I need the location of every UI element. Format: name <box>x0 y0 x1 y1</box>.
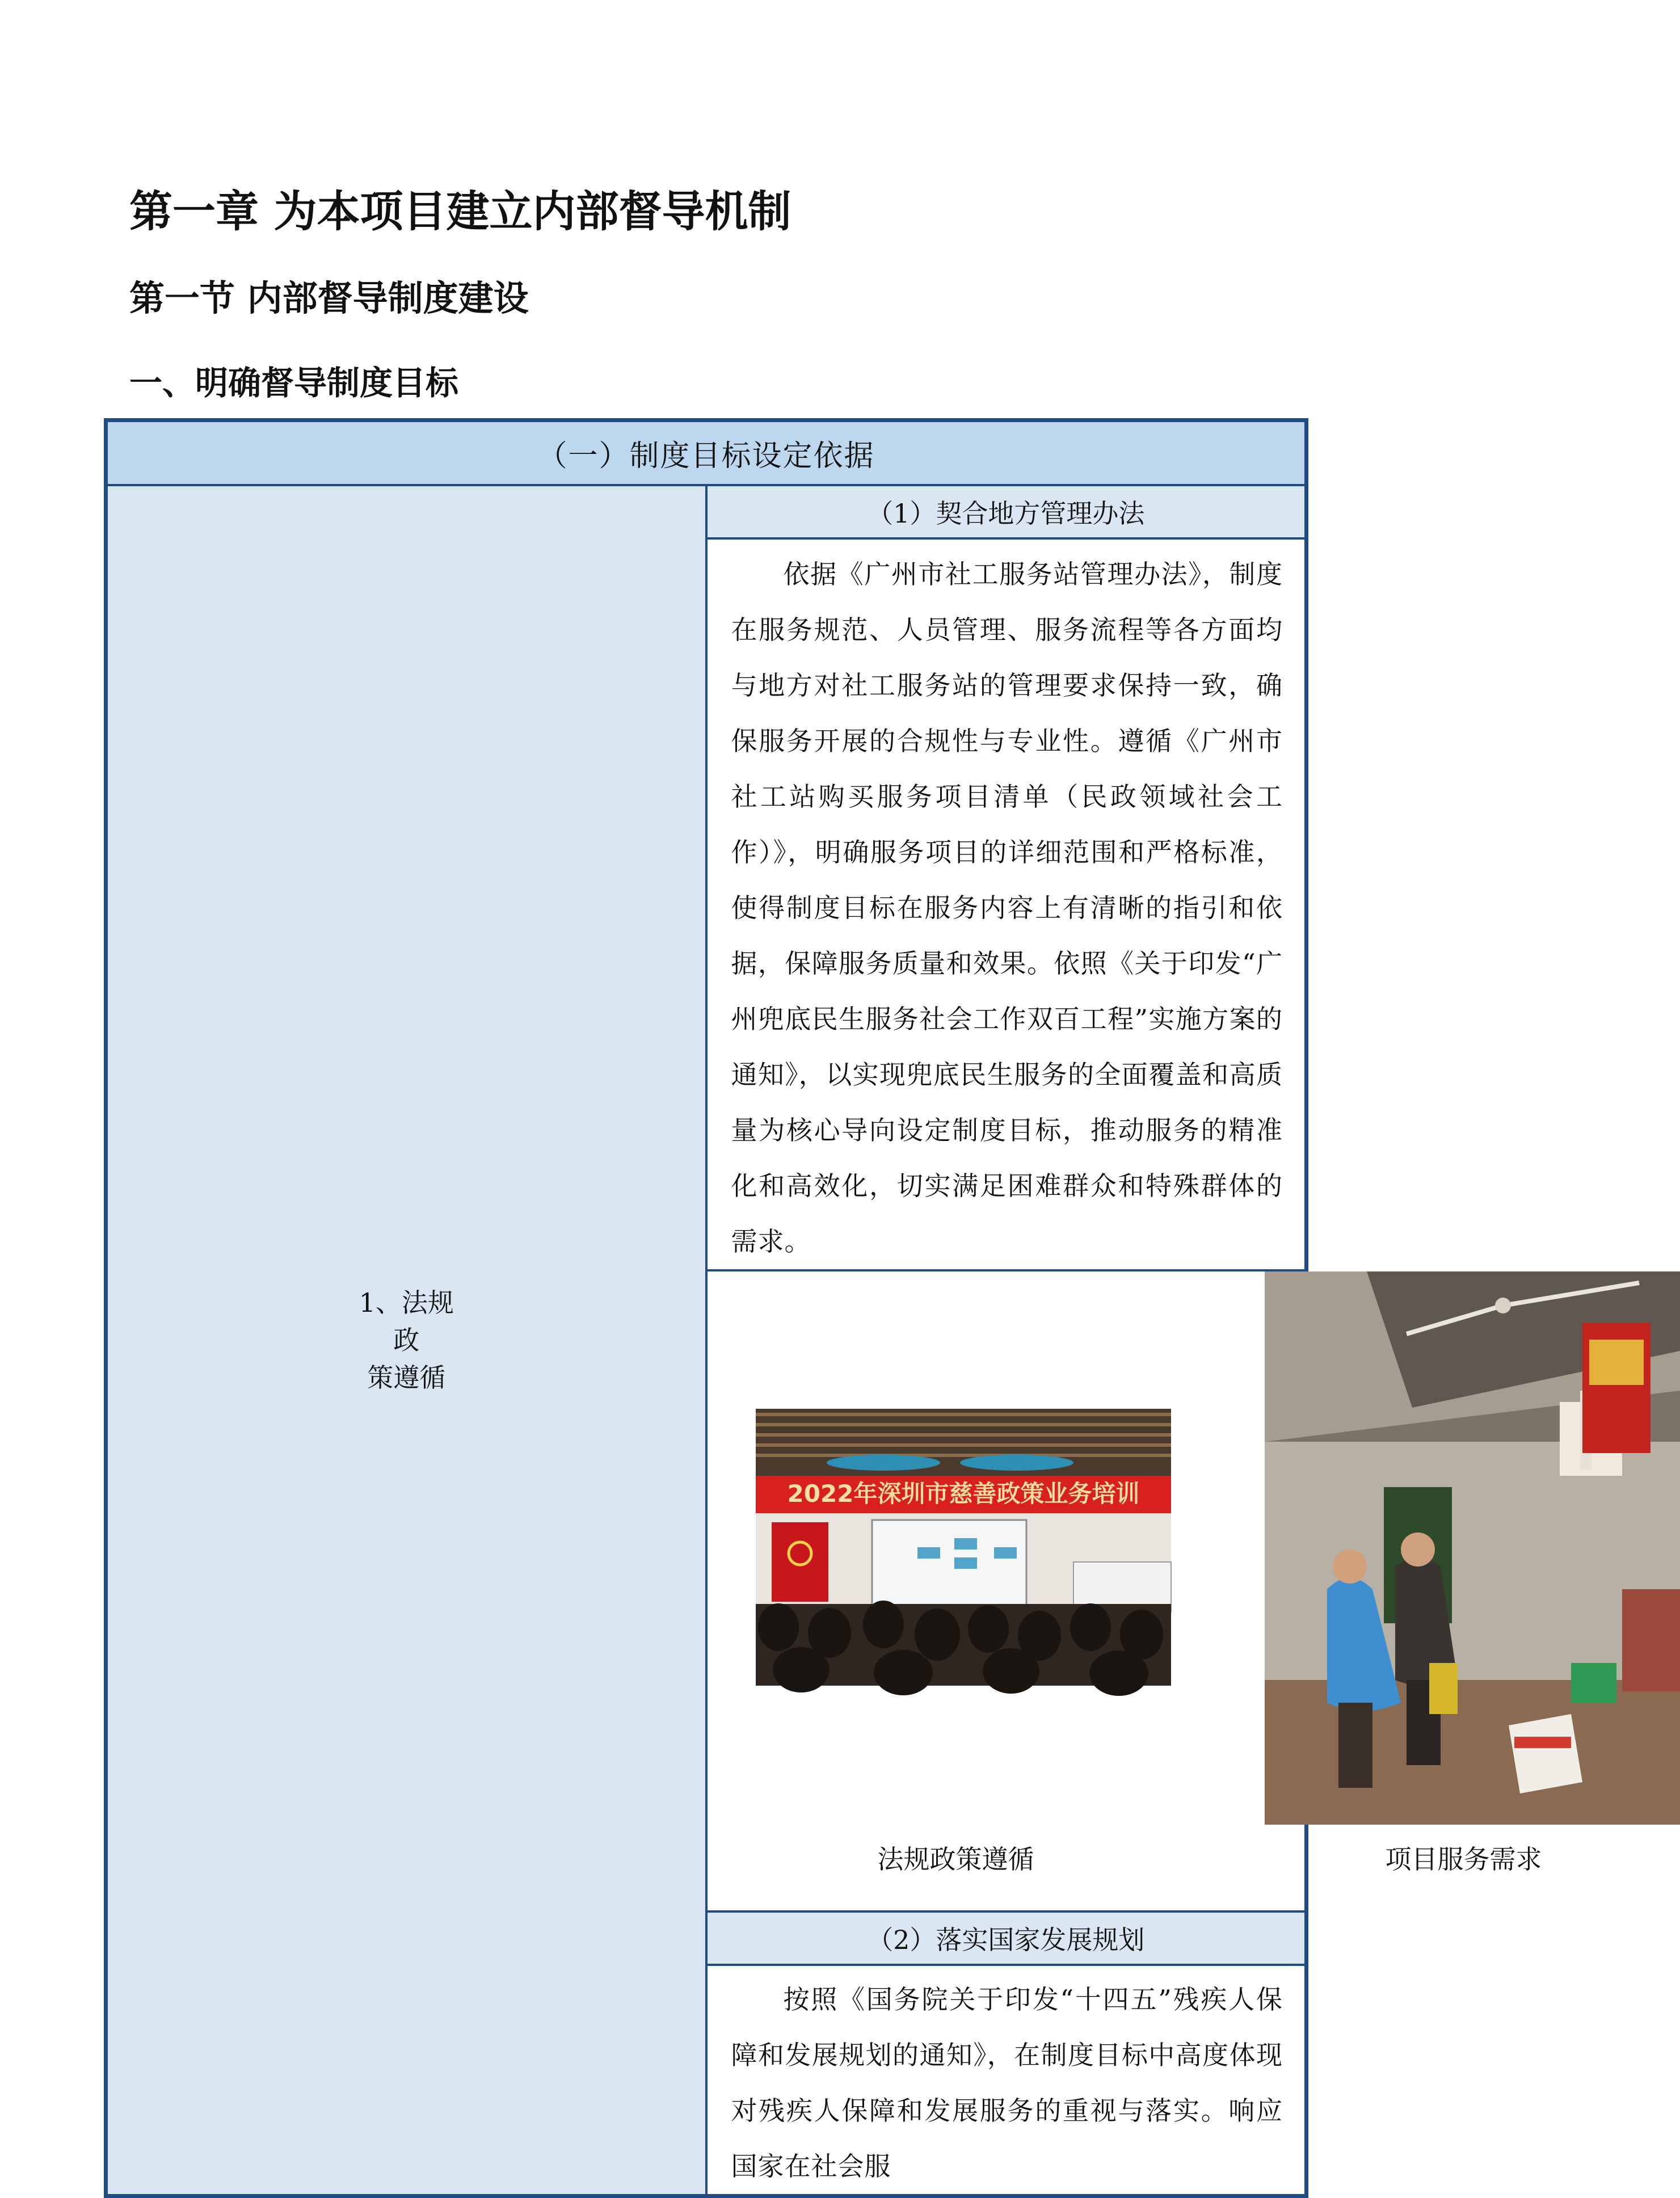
paragraph-local-rules: 依据《广州市社工服务站管理办法》，制度在服务规范、人员管理、服务流程等各方面均与地方对社工服务站的管理要求保持一致，确保服务开展的合规性与专业性。遵循《广州市社工站购买服务项目清单（民政领域社会工作）》，明确服务项目的详细范围和严格标准，使得制度目标在服务内容上有清晰的指引和依据，保障服务质量和效果。依照《关于印发“广州兜底民生服务社会工作双百工程”实施方案的通知》，以实现兜底民生服务的全面覆盖和高质量为核心导向设定制度目标，推动服务的精准化和高效化，切实满足困难群众和特殊群体的需求。 <box>706 538 1307 1270</box>
basis-table <box>104 418 1542 2198</box>
table-header: （一）制度目标设定依据 <box>106 420 1307 485</box>
chapter-title: 第一章 为本项目建立内部督导机制 <box>129 186 791 237</box>
row-label-line2: 策遵循 <box>367 1362 446 1393</box>
paragraph-national-plan: 按照《国务院关于印发“十四五”残疾人保障和发展规划的通知》，在制度目标中高度体现对残疾人保障和发展服务的重视与落实。响应国家在社会服 <box>706 1965 1307 2196</box>
row-label <box>106 485 706 2196</box>
banner-text: 2022年深圳市慈善政策业务培训 <box>787 1479 1139 1508</box>
image-row <box>706 1270 1542 1911</box>
caption-training: 法规政策遵循 <box>877 1843 1034 1875</box>
row-label-line1: 1、法规政 <box>359 1287 454 1355</box>
subheader-local-rules: （1）契合地方管理办法 <box>706 485 1307 538</box>
service-photo <box>1265 1271 1680 1825</box>
subheader-national-plan: （2）落实国家发展规划 <box>706 1911 1307 1965</box>
subsection-title: 一、明确督导制度目标 <box>129 364 459 402</box>
caption-service: 项目服务需求 <box>1385 1843 1542 1875</box>
section-title: 第一节 内部督导制度建设 <box>129 277 529 319</box>
training-photo <box>756 1409 1171 1686</box>
